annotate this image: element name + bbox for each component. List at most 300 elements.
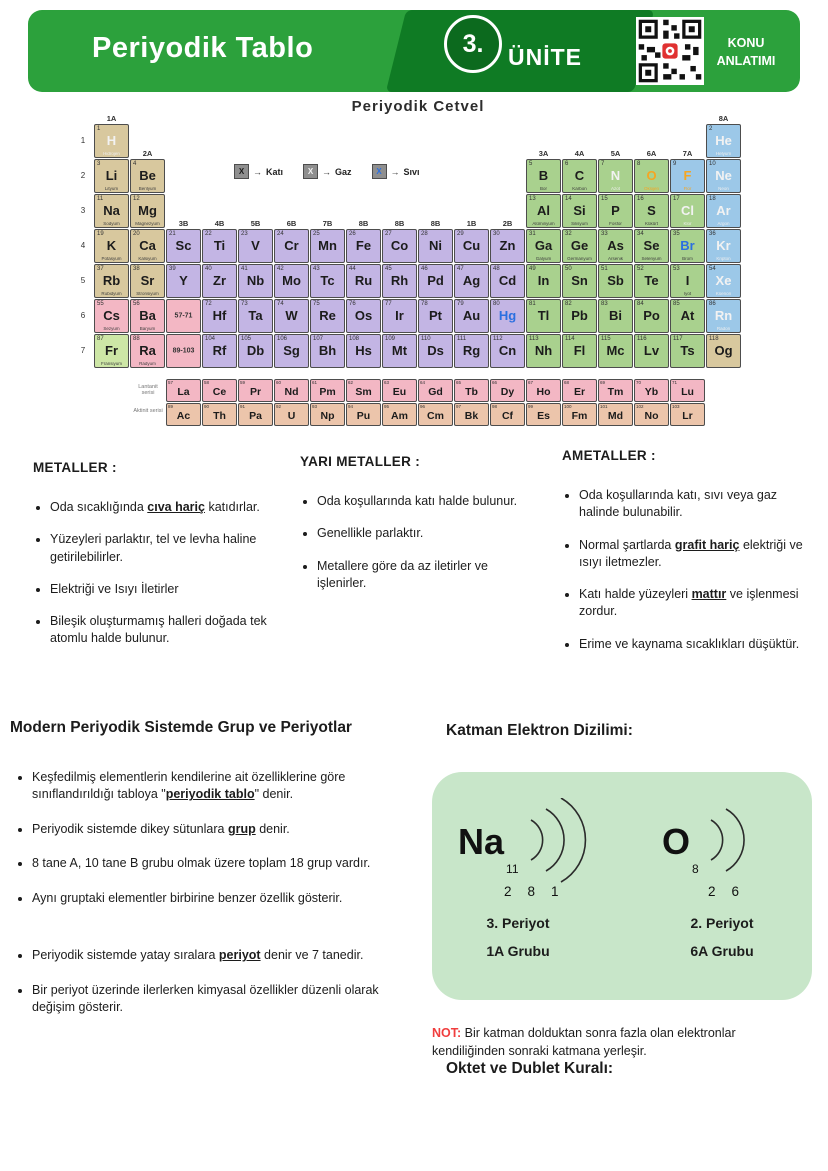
element-cell-Ne [706, 159, 741, 193]
atomic-number: 21 [169, 231, 176, 237]
element-cell-Mc [598, 334, 633, 368]
element-symbol: Na [103, 203, 120, 218]
element-symbol: Ds [427, 343, 444, 358]
atomic-number: 117 [673, 336, 683, 342]
atomic-number: 10 [709, 161, 716, 167]
element-symbol: Mg [138, 203, 157, 218]
element-cell-W [274, 299, 309, 333]
element-symbol: W [285, 308, 298, 323]
element-cell-Pt [418, 299, 453, 333]
element-symbol: Dy [500, 386, 515, 398]
atomic-number: 115 [601, 336, 611, 342]
element-symbol: S [647, 203, 656, 218]
bullet-item [579, 537, 808, 572]
atomic-number: 77 [385, 301, 392, 307]
nonmetals-section [562, 448, 808, 668]
element-symbol: Fm [571, 410, 588, 422]
legend-solid: X → Katı [234, 164, 283, 179]
element-cell-Ge [562, 229, 597, 263]
atomic-number: 87 [97, 336, 104, 342]
text-segment: Yüzeyleri parlaktır, tel ve levha haline getirilebilirler. [50, 532, 257, 564]
atomic-number: 50 [565, 266, 572, 272]
bullet-item [50, 499, 285, 516]
element-cell-Lv [634, 334, 669, 368]
element-symbol: Ne [715, 168, 732, 183]
element-symbol: No [644, 410, 659, 422]
unit-badge-inner [396, 10, 644, 92]
element-cell-Rh [382, 264, 417, 298]
atomic-number: 16 [637, 196, 644, 202]
element-symbol: La [177, 386, 190, 398]
text-segment: Aynı gruptaki elementler birbirine benzer özellik gösterir. [32, 890, 343, 905]
atomic-number: 76 [349, 301, 356, 307]
element-cell-Li [94, 159, 129, 193]
element-cell-Mt [382, 334, 417, 368]
element-symbol: O [662, 821, 691, 862]
element-cell-Co [382, 229, 417, 263]
element-symbol: Rf [212, 343, 227, 358]
element-cell-Ag [454, 264, 489, 298]
electron-shells-icon [701, 798, 763, 886]
element-symbol: At [680, 308, 695, 323]
gas-state-icon: X [303, 164, 318, 179]
element-cell-Br [670, 229, 705, 263]
period-number: 4 [80, 241, 86, 250]
element-symbol: Sg [283, 343, 300, 358]
atomic-number: 111 [457, 336, 467, 342]
atomic-number: 68 [564, 380, 570, 385]
bullet-item [32, 890, 418, 908]
element-cell-As [598, 229, 633, 263]
element-symbol: Hg [498, 308, 517, 323]
element-symbol: Cf [501, 410, 514, 422]
group-label-5B: 5B [250, 219, 261, 228]
element-cell-Zr [202, 264, 237, 298]
legend-gas: X → Gaz [303, 164, 352, 179]
element-symbol: F [683, 168, 692, 183]
element-name: Flor [683, 186, 692, 191]
element-cell-Pr [238, 379, 273, 402]
atomic-number: 51 [601, 266, 608, 272]
element-cell-Sc [166, 229, 201, 263]
element-cell-Cl [670, 194, 705, 228]
element-symbol: Fe [355, 238, 372, 253]
period-label: 2. Periyot [690, 915, 754, 931]
element-name: Berilyum [138, 186, 157, 191]
bullet-item [579, 636, 808, 653]
atomic-number: 7 [601, 161, 605, 167]
element-symbol: Rn [714, 308, 733, 323]
element-cell-Cu [454, 229, 489, 263]
element-cell-Ti [202, 229, 237, 263]
group-label-2B: 2B [502, 219, 513, 228]
atomic-number: 49 [529, 266, 536, 272]
unit-number-circle [444, 15, 502, 73]
element-symbol: Nh [534, 343, 553, 358]
unit-badge [386, 10, 654, 92]
element-symbol: Na [458, 821, 505, 862]
text-segment: Bileşik oluşturmamış halleri doğada tek atomlu halde bulunur. [50, 614, 267, 646]
atomic-number: 15 [601, 196, 608, 202]
atomic-number: 32 [565, 231, 572, 237]
element-cell-B [526, 159, 561, 193]
element-symbol: Pd [427, 273, 444, 288]
element-symbol: Sb [607, 273, 624, 288]
atomic-number: 70 [636, 380, 642, 385]
text-segment: Metallere göre da az iletirler ve işlenirler. [317, 558, 488, 590]
bullet-item [32, 982, 418, 1017]
element-symbol: Th [213, 410, 226, 422]
atomic-number: 23 [241, 231, 248, 237]
element-symbol: Np [320, 410, 335, 422]
element-symbol: Ac [176, 410, 191, 422]
bullet-item [50, 531, 285, 566]
atomic-number: 13 [529, 196, 536, 202]
arrow-icon: → [322, 166, 332, 177]
atomic-number: 56 [133, 301, 140, 307]
atomic-number: 25 [313, 231, 320, 237]
element-cell-Cd [490, 264, 525, 298]
atomic-number: 59 [240, 380, 246, 385]
element-name: Klor [683, 221, 692, 226]
element-symbol: Ti [213, 238, 226, 253]
element-cell-Te [634, 264, 669, 298]
text-segment: periyot [218, 948, 261, 963]
atomic-number: 48 [493, 266, 500, 272]
element-name: Bor [539, 186, 547, 191]
atomic-number: 46 [421, 266, 428, 272]
element-cell-H [94, 124, 129, 158]
series-range: 89-103 [172, 347, 195, 355]
element-cell-Og [706, 334, 741, 368]
period-number: 3 [80, 206, 86, 215]
atomic-number-subscript: 11 [506, 862, 519, 876]
periodic-table-title: Periyodik Cetvel [351, 98, 485, 115]
group-label-8B: 8B [430, 219, 441, 228]
element-name: Magnezyum [135, 221, 160, 226]
atomic-number: 11 [97, 196, 104, 202]
atomic-number: 69 [600, 380, 606, 385]
atomic-number: 108 [349, 336, 360, 342]
atomic-number: 2 [709, 126, 713, 132]
element-cell-Fm [562, 403, 597, 426]
atomic-number: 107 [313, 336, 324, 342]
element-name: Selenyum [641, 256, 662, 261]
element-cell-P [598, 194, 633, 228]
text-segment: ve işlenmesi zordur. [579, 587, 799, 619]
konu-line1: KONU [727, 36, 765, 50]
element-cell-Bi [598, 299, 633, 333]
period-number: 1 [80, 136, 86, 145]
element-cell-F [670, 159, 705, 193]
element-name: Silisyum [571, 221, 588, 226]
element-symbol: Sm [355, 386, 372, 398]
element-symbol: Ga [534, 238, 553, 253]
element-cell-Au [454, 299, 489, 333]
element-cell-Mo [274, 264, 309, 298]
atomic-number: 103 [672, 404, 680, 409]
atomic-number: 110 [421, 336, 431, 342]
element-symbol: H [106, 133, 117, 148]
atomic-number: 64 [420, 380, 426, 385]
atomic-number: 39 [169, 266, 176, 272]
atomic-number: 78 [421, 301, 428, 307]
element-cell-Yb [634, 379, 669, 402]
element-cell-Re [310, 299, 345, 333]
atomic-number: 20 [133, 231, 140, 237]
bullet-item [317, 525, 532, 542]
element-symbol: Mc [606, 343, 625, 358]
element-symbol: Xe [715, 273, 732, 288]
element-cell-Dy [490, 379, 525, 402]
element-cell-Ba [130, 299, 165, 333]
element-cell-Rb [94, 264, 129, 298]
element-symbol: Gd [428, 386, 443, 398]
element-symbol: Ar [716, 203, 731, 218]
group-label-8B: 8B [358, 219, 369, 228]
element-cell-La [166, 379, 201, 402]
element-symbol: Kr [716, 238, 731, 253]
atomic-number: 29 [457, 231, 464, 237]
group-label-1A: 1A [106, 114, 117, 123]
atomic-number: 97 [456, 404, 462, 409]
unit-number: 3. [462, 30, 484, 58]
shell-count: 6 [731, 884, 740, 899]
element-cell-N [598, 159, 633, 193]
element-symbol: Tb [465, 386, 478, 398]
atomic-number: 63 [384, 380, 390, 385]
atomic-number: 61 [312, 380, 318, 385]
atomic-number: 44 [349, 266, 356, 272]
element-cell-Pa [238, 403, 273, 426]
group-label-6B: 6B [286, 219, 297, 228]
atomic-number: 22 [205, 231, 212, 237]
element-cell-Ts [670, 334, 705, 368]
group-label-6A: 6A [646, 149, 657, 158]
element-cell-Sm [346, 379, 381, 402]
atomic-number: 96 [420, 404, 426, 409]
atomic-number: 98 [492, 404, 498, 409]
text-segment: Oda sıcaklığında [50, 500, 148, 514]
atomic-number: 72 [205, 301, 212, 307]
element-cell-I [670, 264, 705, 298]
element-cell-No [634, 403, 669, 426]
atomic-number: 71 [672, 380, 678, 385]
element-symbol: Fl [573, 343, 586, 358]
element-symbol: Rb [102, 273, 121, 288]
element-symbol: Bi [609, 308, 622, 323]
atomic-number: 104 [205, 336, 216, 342]
element-cell-Fl [562, 334, 597, 368]
text-segment: 8 tane A, 10 tane B grubu olmak üzere toplam 18 grup vardır. [32, 856, 371, 871]
element-symbol: He [715, 133, 732, 148]
element-cell-Bk [454, 403, 489, 426]
atomic-number: 30 [493, 231, 500, 237]
element-symbol: Co [390, 238, 409, 253]
series-range-cell [166, 334, 201, 368]
element-name: Radon [716, 326, 731, 331]
metalloids-section [300, 448, 532, 607]
atomic-number: 112 [493, 336, 503, 342]
element-cell-Ta [238, 299, 273, 333]
element-symbol: Pb [571, 308, 588, 323]
element-symbol: Yb [644, 386, 659, 398]
element-symbol: Cd [498, 273, 517, 288]
element-symbol: Pa [249, 410, 262, 422]
shell-count: 8 [527, 884, 536, 899]
atomic-number: 40 [205, 266, 212, 272]
group-label-1B: 1B [466, 219, 477, 228]
element-name: Azot [610, 186, 620, 191]
konu-anlatimi-label [700, 34, 792, 70]
atomic-number: 36 [709, 231, 716, 237]
element-cell-Am [382, 403, 417, 426]
note-text [432, 1024, 812, 1060]
element-cell-Cm [418, 403, 453, 426]
atomic-number: 100 [564, 404, 572, 409]
element-cell-Ga [526, 229, 561, 263]
element-symbol: Ge [570, 238, 589, 253]
electron-diagram-panel [432, 772, 812, 1000]
element-name: Ksenon [715, 291, 732, 296]
atomic-number: 55 [97, 301, 104, 307]
element-cell-Sn [562, 264, 597, 298]
atomic-number: 27 [385, 231, 392, 237]
element-symbol: Pt [429, 308, 442, 323]
katman-heading: Katman Elektron Dizilimi: [446, 722, 633, 739]
text-segment: katıdırlar. [204, 500, 260, 514]
text-segment: Periyodik sistemde dikey sütunlara [32, 821, 228, 836]
element-symbol: Y [179, 273, 188, 288]
element-name: Helyum [715, 151, 732, 156]
element-symbol: Ho [536, 386, 551, 398]
element-cell-Ce [202, 379, 237, 402]
element-cell-Db [238, 334, 273, 368]
element-symbol: Nb [246, 273, 265, 288]
element-cell-Ni [418, 229, 453, 263]
element-cell-Er [562, 379, 597, 402]
element-cell-Tc [310, 264, 345, 298]
bullet-item [32, 821, 418, 839]
atomic-number: 85 [673, 301, 680, 307]
bullet-item [579, 487, 808, 522]
element-symbol: As [607, 238, 624, 253]
element-cell-Cr [274, 229, 309, 263]
element-symbol: O [646, 168, 657, 183]
atomic-number: 62 [348, 380, 354, 385]
element-cell-Pu [346, 403, 381, 426]
element-cell-Es [526, 403, 561, 426]
group-label-3A: 3A [538, 149, 549, 158]
metals-list [33, 499, 285, 648]
element-cell-Cf [490, 403, 525, 426]
atom-symbol-row [458, 798, 597, 886]
text-segment: denir ve 7 tanedir. [260, 948, 364, 963]
element-symbol: Po [643, 308, 660, 323]
element-symbol: Zr [213, 273, 226, 288]
element-cell-Al [526, 194, 561, 228]
element-symbol: Zn [499, 238, 516, 253]
element-cell-Np [310, 403, 345, 426]
element-cell-Pm [310, 379, 345, 402]
element-cell-Ds [418, 334, 453, 368]
element-cell-Ir [382, 299, 417, 333]
element-symbol: Li [105, 168, 118, 183]
groups-periods-section [10, 718, 418, 1034]
element-cell-Ho [526, 379, 561, 402]
group-label-4A: 4A [574, 149, 585, 158]
element-name: Stronsiyum [136, 291, 159, 296]
element-symbol: Lr [682, 410, 693, 422]
atomic-number: 109 [385, 336, 396, 342]
element-symbol: Bh [318, 343, 337, 358]
element-name: Karbon [572, 186, 587, 191]
element-symbol: Ce [212, 386, 227, 398]
element-cell-Lr [670, 403, 705, 426]
element-name: Rubidyum [101, 291, 122, 296]
text-segment: Katı halde yüzeyleri [579, 587, 692, 601]
element-name: Kripton [716, 256, 731, 261]
atomic-number: 113 [529, 336, 539, 342]
state-legend [234, 164, 420, 179]
element-symbol: Ta [248, 308, 263, 323]
element-symbol: C [574, 168, 585, 183]
element-symbol: Ca [139, 238, 156, 253]
page-title: Periyodik Tablo [92, 32, 314, 64]
element-cell-Hs [346, 334, 381, 368]
bullet-item [50, 613, 285, 648]
text-segment: grafit hariç [674, 537, 740, 552]
element-symbol: Og [714, 343, 733, 358]
atomic-number: 28 [421, 231, 428, 237]
nonmetals-list [562, 487, 808, 653]
element-name: Kükürt [644, 221, 658, 226]
atomic-number: 33 [601, 231, 608, 237]
element-symbol: Lu [681, 386, 694, 398]
text-segment: grup [227, 821, 256, 836]
atomic-number: 80 [493, 301, 500, 307]
atomic-number: 1 [97, 126, 101, 132]
shell-count: 2 [504, 884, 512, 899]
element-symbol: Ba [139, 308, 156, 323]
element-cell-Rg [454, 334, 489, 368]
element-cell-Nd [274, 379, 309, 402]
element-symbol: Ru [354, 273, 373, 288]
element-symbol: Cl [681, 203, 694, 218]
element-cell-Se [634, 229, 669, 263]
atomic-number: 60 [276, 380, 282, 385]
element-cell-Cs [94, 299, 129, 333]
metalloids-heading: YARI METALLER : [300, 454, 421, 469]
element-cell-O [634, 159, 669, 193]
atomic-number: 118 [709, 336, 719, 342]
element-cell-Nh [526, 334, 561, 368]
element-cell-He [706, 124, 741, 158]
element-cell-Th [202, 403, 237, 426]
atomic-number: 116 [637, 336, 647, 342]
atomic-number: 101 [600, 404, 608, 409]
text-segment: denir. [255, 821, 290, 836]
qr-code-icon [636, 17, 704, 85]
atomic-number: 31 [529, 231, 536, 237]
element-cell-Mn [310, 229, 345, 263]
element-name: Baryum [139, 326, 156, 331]
bullet-item [32, 769, 418, 804]
element-symbol: K [106, 238, 117, 253]
element-symbol: Md [607, 410, 624, 422]
groups-periods-heading: Modern Periyodik Sistemde Grup ve Periyotlar [10, 719, 352, 736]
atomic-number: 53 [673, 266, 680, 272]
